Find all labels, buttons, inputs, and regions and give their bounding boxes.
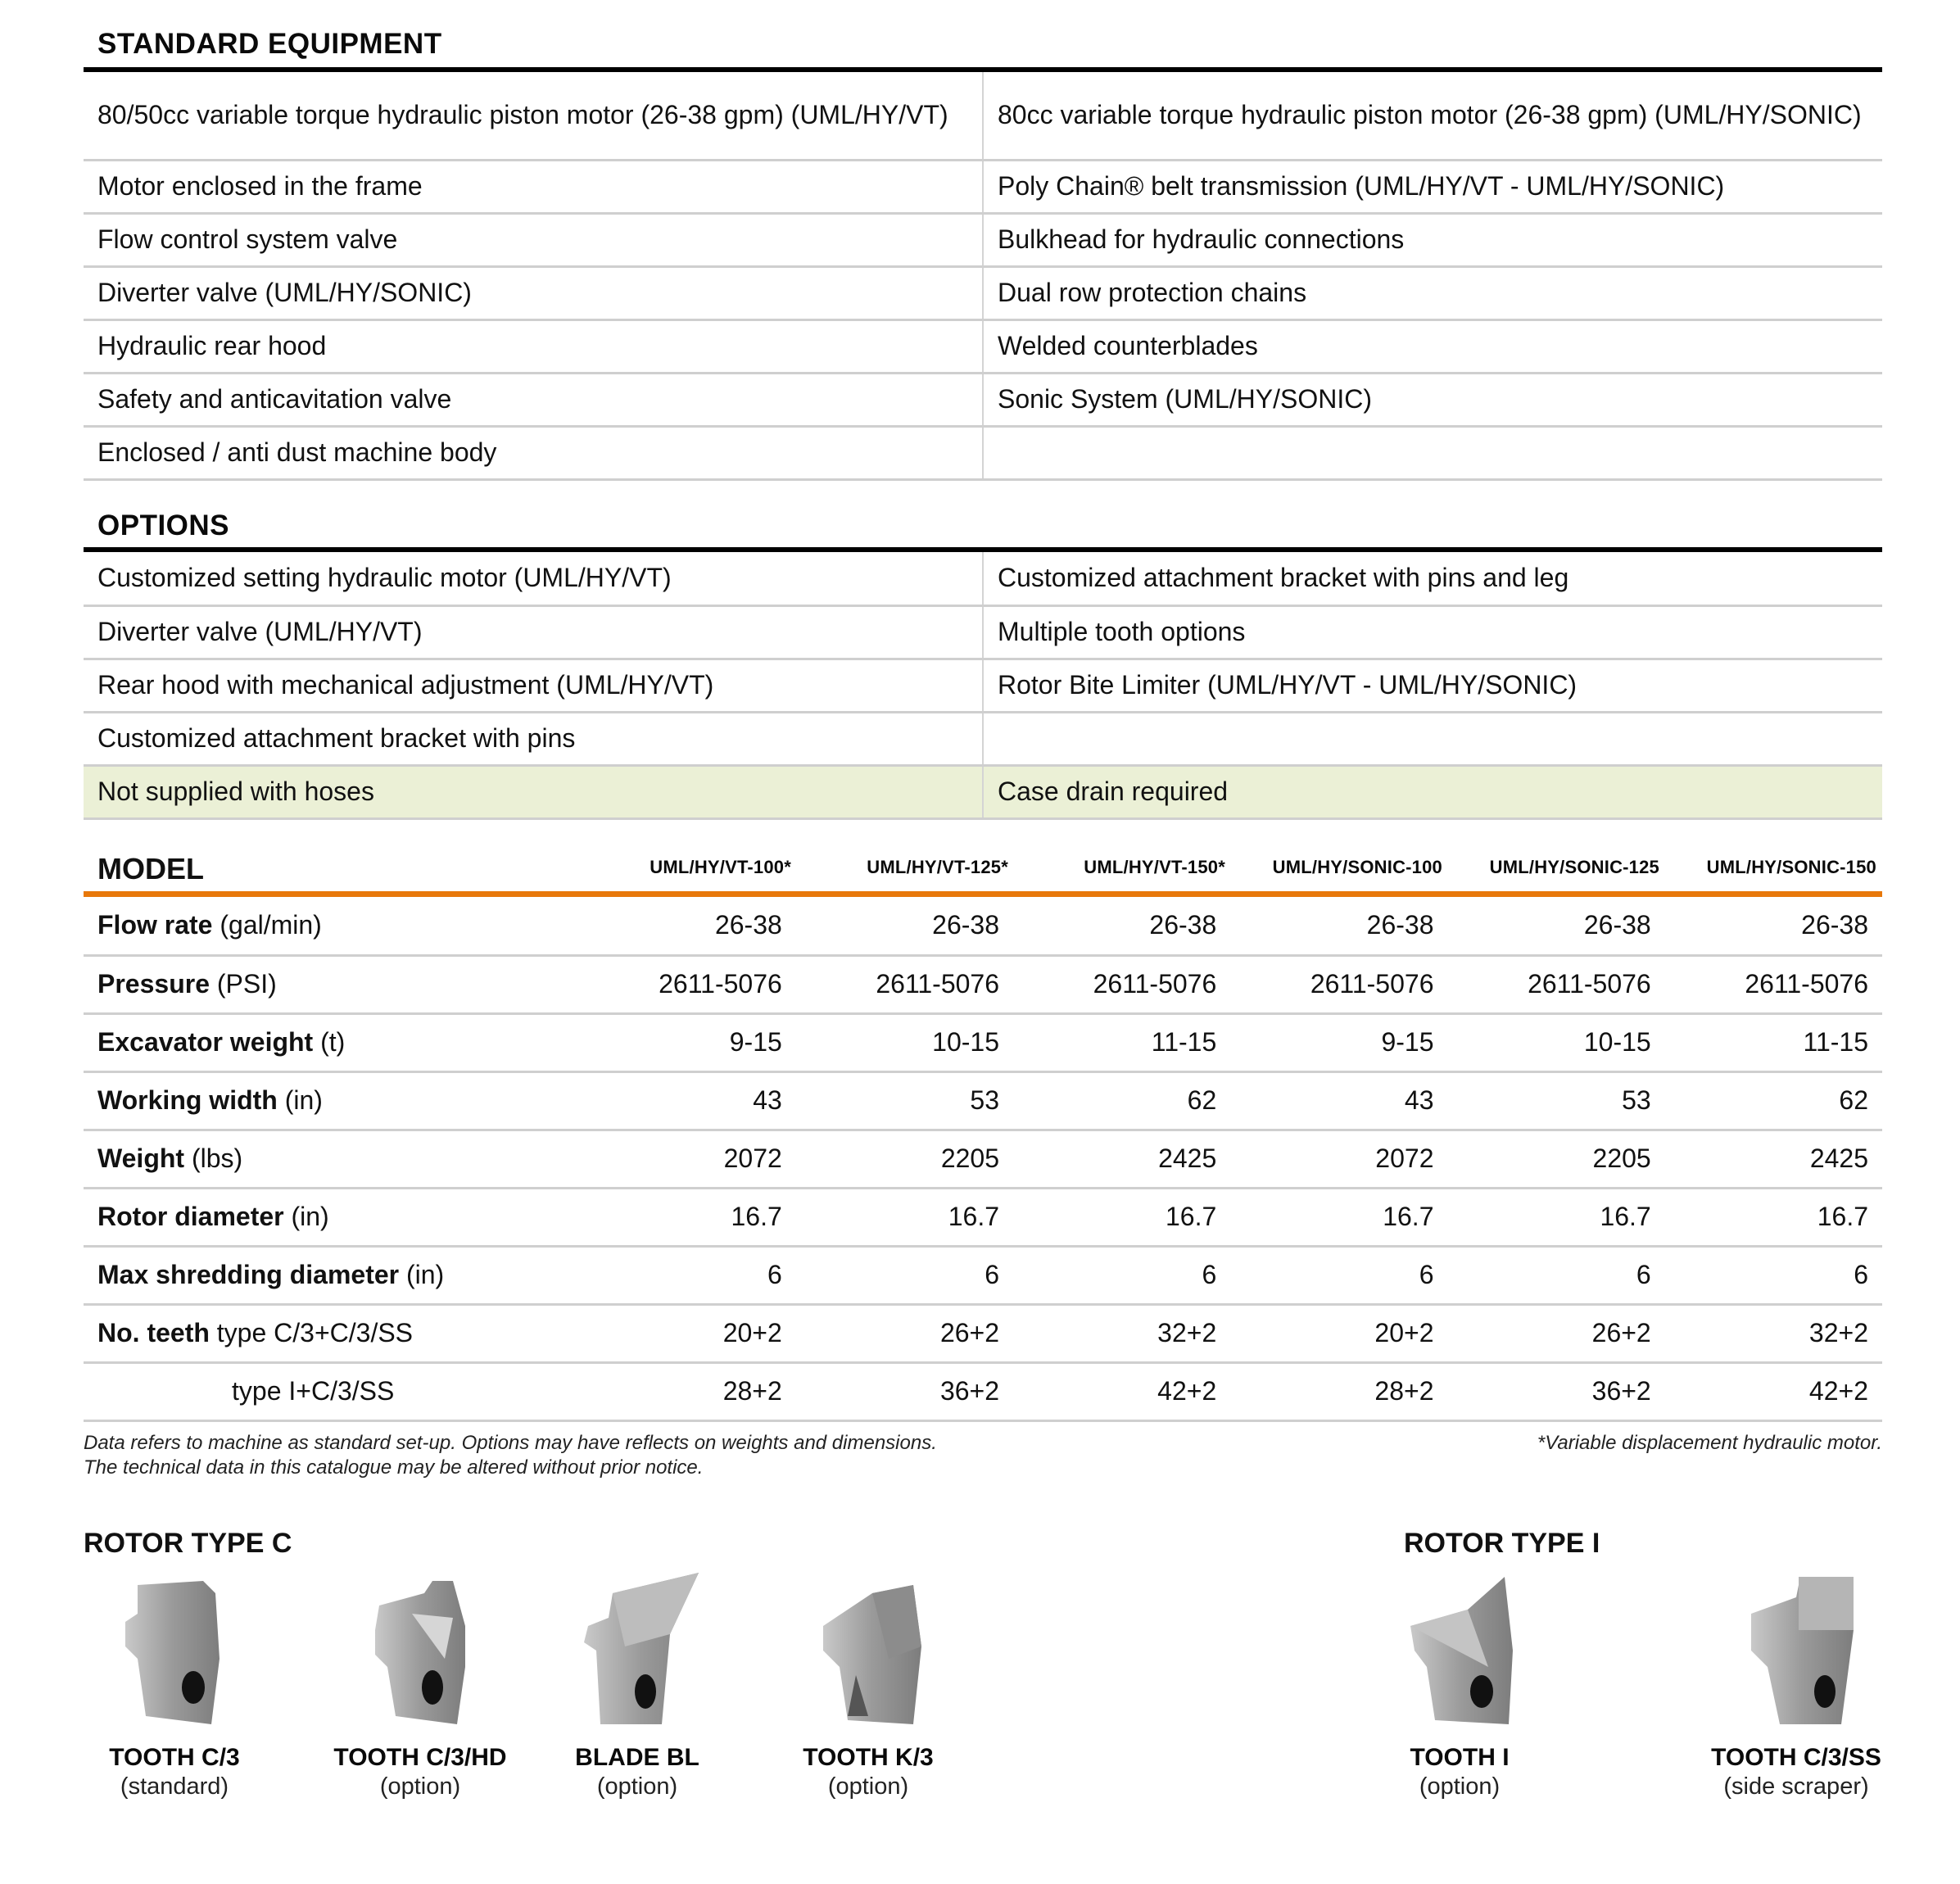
spec-value: 36+2 <box>1447 1362 1664 1420</box>
table-cell: Rear hood with mechanical adjustment (UML/HY/VT) <box>84 659 983 712</box>
tooth-i-icon <box>1390 1569 1529 1732</box>
tooth-note: (option) <box>1419 1773 1501 1800</box>
model-title: MODEL <box>97 852 204 885</box>
spec-value: 43 <box>1230 1071 1447 1130</box>
spec-value: 36+2 <box>796 1362 1013 1420</box>
spec-value: 6 <box>1013 1246 1230 1304</box>
spec-value: 26-38 <box>1013 897 1230 955</box>
spec-value: 2611-5076 <box>579 955 796 1013</box>
spec-label-unit: (PSI) <box>216 969 277 999</box>
tooth-name: TOOTH C/3/SS <box>1711 1744 1881 1771</box>
table-row <box>84 160 1882 213</box>
spec-row <box>84 897 1882 955</box>
spec-value: 2072 <box>579 1130 796 1188</box>
spec-value: 11-15 <box>1013 1013 1230 1071</box>
table-cell: Customized attachment bracket with pins <box>84 712 983 765</box>
spec-value: 2611-5076 <box>1013 955 1230 1013</box>
model-header: UML/HY/SONIC-125 <box>1489 857 1659 877</box>
spec-value: 26-38 <box>1665 897 1882 955</box>
spec-label-name: Excavator weight <box>97 1027 314 1057</box>
table-cell: Flow control system valve <box>84 213 983 266</box>
spec-value: 2425 <box>1013 1130 1230 1188</box>
spec-value: 26+2 <box>796 1304 1013 1362</box>
spec-value: 2072 <box>1230 1130 1447 1188</box>
spec-value: 42+2 <box>1013 1362 1230 1420</box>
table-row <box>84 712 1882 765</box>
spec-value: 20+2 <box>1230 1304 1447 1362</box>
spec-row <box>84 1362 1882 1420</box>
spec-value: 26-38 <box>579 897 796 955</box>
table-cell: Sonic System (UML/HY/SONIC) <box>983 373 1882 426</box>
standard-equipment-table <box>84 72 1882 481</box>
spec-label-name: Max shredding diameter <box>97 1260 400 1289</box>
model-header: UML/HY/SONIC-150 <box>1706 857 1876 877</box>
tooth-c3-hd-icon <box>351 1569 490 1732</box>
spec-value: 42+2 <box>1665 1362 1882 1420</box>
spec-row <box>84 1071 1882 1130</box>
spec-value: 32+2 <box>1013 1304 1230 1362</box>
table-row <box>84 213 1882 266</box>
table-cell: Rotor Bite Limiter (UML/HY/VT - UML/HY/SONIC) <box>983 659 1882 712</box>
model-header: UML/HY/VT-100* <box>650 857 791 877</box>
spec-row <box>84 1013 1882 1071</box>
spec-label <box>84 1013 579 1071</box>
spec-value: 6 <box>796 1246 1013 1304</box>
spec-value: 11-15 <box>1665 1013 1882 1071</box>
spec-label-unit: (in) <box>405 1260 445 1289</box>
table-cell: Poly Chain® belt transmission (UML/HY/VT - UML/HY/SONIC) <box>983 160 1882 213</box>
spec-label-unit: (t) <box>320 1027 346 1057</box>
spec-value: 6 <box>579 1246 796 1304</box>
spec-value: 53 <box>796 1071 1013 1130</box>
spec-value: 16.7 <box>579 1188 796 1246</box>
tooth-i <box>1353 1569 1566 1800</box>
spec-value: 2611-5076 <box>1665 955 1882 1013</box>
tooth-name: TOOTH K/3 <box>803 1744 934 1771</box>
spec-value: 2205 <box>796 1130 1013 1188</box>
spec-label-unit: type C/3+C/3/SS <box>216 1318 414 1347</box>
rotor-type-c-title: ROTOR TYPE C <box>84 1528 292 1559</box>
spec-label <box>84 1362 579 1420</box>
spec-value: 26-38 <box>1230 897 1447 955</box>
spec-label-name: Working width <box>97 1085 278 1115</box>
spec-label-name: Pressure <box>97 969 210 999</box>
spec-value: 2611-5076 <box>1230 955 1447 1013</box>
spec-value: 16.7 <box>1447 1188 1664 1246</box>
table-cell <box>983 712 1882 765</box>
table-cell: 80/50cc variable torque hydraulic piston motor (26-38 gpm) (UML/HY/VT) <box>84 72 983 160</box>
tooth-c3-hd <box>314 1569 527 1800</box>
spec-value: 26-38 <box>1447 897 1664 955</box>
footnote-variable-motor: *Variable displacement hydraulic motor. <box>1537 1432 1882 1454</box>
tooth-c3-ss <box>1690 1569 1903 1800</box>
table-cell: Dual row protection chains <box>983 266 1882 319</box>
tooth-note: (standard) <box>120 1773 229 1800</box>
spec-label-unit: (in) <box>284 1085 323 1115</box>
tooth-c3 <box>68 1569 281 1800</box>
spec-value: 2425 <box>1665 1130 1882 1188</box>
table-row <box>84 552 1882 605</box>
spec-value: 16.7 <box>1013 1188 1230 1246</box>
spec-row <box>84 1246 1882 1304</box>
notice-hoses: Not supplied with hoses <box>84 765 983 818</box>
spec-value: 2205 <box>1447 1130 1664 1188</box>
table-cell: Diverter valve (UML/HY/VT) <box>84 605 983 659</box>
footnote-line-2: The technical data in this catalogue may be altered without prior notice. <box>84 1456 704 1479</box>
tooth-note: (option) <box>827 1773 909 1800</box>
spec-value: 9-15 <box>1230 1013 1447 1071</box>
tooth-c3-icon <box>105 1569 244 1732</box>
footnote-line-1: Data refers to machine as standard set-up. Options may have reflects on weights and dimensions. <box>84 1432 937 1454</box>
spec-value: 10-15 <box>1447 1013 1664 1071</box>
table-row <box>84 72 1882 160</box>
tooth-k3 <box>762 1569 975 1800</box>
spec-label-name: No. teeth <box>97 1318 210 1347</box>
tooth-name: BLADE BL <box>575 1744 699 1771</box>
spec-value: 20+2 <box>579 1304 796 1362</box>
model-header: UML/HY/VT-125* <box>867 857 1008 877</box>
options-title: OPTIONS <box>97 509 230 541</box>
notice-case-drain: Case drain required <box>983 765 1882 818</box>
spec-row <box>84 1130 1882 1188</box>
model-accent-bar <box>84 891 1882 897</box>
tooth-name: TOOTH C/3 <box>109 1744 240 1771</box>
tooth-c3-ss-icon <box>1727 1569 1866 1732</box>
spec-label-unit: (lbs) <box>191 1144 243 1173</box>
spec-value: 16.7 <box>1665 1188 1882 1246</box>
spec-label <box>84 1071 579 1130</box>
spec-value: 43 <box>579 1071 796 1130</box>
table-cell: Enclosed / anti dust machine body <box>84 426 983 479</box>
spec-label-name: Weight <box>97 1144 185 1173</box>
spec-value: 16.7 <box>796 1188 1013 1246</box>
spec-table <box>84 897 1882 1422</box>
spec-label <box>84 955 579 1013</box>
table-cell: Bulkhead for hydraulic connections <box>983 213 1882 266</box>
spec-label-name: Rotor diameter <box>97 1202 284 1231</box>
spec-label <box>84 1188 579 1246</box>
model-header: UML/HY/VT-150* <box>1084 857 1225 877</box>
spec-value: 26+2 <box>1447 1304 1664 1362</box>
spec-label <box>84 1246 579 1304</box>
spec-row <box>84 1304 1882 1362</box>
spec-label-unit: (in) <box>291 1202 329 1231</box>
table-row <box>84 266 1882 319</box>
table-cell: Diverter valve (UML/HY/SONIC) <box>84 266 983 319</box>
spec-value: 2611-5076 <box>1447 955 1664 1013</box>
tooth-note: (option) <box>596 1773 678 1800</box>
spec-label-unit: type I+C/3/SS <box>232 1376 395 1406</box>
spec-value: 26-38 <box>796 897 1013 955</box>
spec-value: 10-15 <box>796 1013 1013 1071</box>
tooth-name: TOOTH I <box>1410 1744 1510 1771</box>
rotor-type-i-title: ROTOR TYPE I <box>1404 1528 1600 1559</box>
spec-value: 2611-5076 <box>796 955 1013 1013</box>
table-cell: Customized attachment bracket with pins and leg <box>983 552 1882 605</box>
table-row <box>84 605 1882 659</box>
table-cell: Customized setting hydraulic motor (UML/HY/VT) <box>84 552 983 605</box>
spec-label-name: Flow rate <box>97 910 213 940</box>
blade-bl <box>531 1569 744 1800</box>
spec-value: 9-15 <box>579 1013 796 1071</box>
spec-label-unit: (gal/min) <box>220 910 322 940</box>
tooth-name: TOOTH C/3/HD <box>333 1744 507 1771</box>
table-cell: Hydraulic rear hood <box>84 319 983 373</box>
spec-value: 62 <box>1665 1071 1882 1130</box>
spec-label <box>84 1304 579 1362</box>
standard-equipment-title: STANDARD EQUIPMENT <box>97 28 442 60</box>
table-cell: Multiple tooth options <box>983 605 1882 659</box>
table-cell: Motor enclosed in the frame <box>84 160 983 213</box>
spec-value: 6 <box>1447 1246 1664 1304</box>
table-row <box>84 373 1882 426</box>
spec-value: 16.7 <box>1230 1188 1447 1246</box>
options-table <box>84 552 1882 820</box>
table-row <box>84 659 1882 712</box>
blade-bl-icon <box>564 1569 711 1732</box>
spec-row <box>84 955 1882 1013</box>
tooth-note: (side scraper) <box>1723 1773 1869 1800</box>
spec-value: 62 <box>1013 1071 1230 1130</box>
table-row <box>84 426 1882 479</box>
table-cell: Safety and anticavitation valve <box>84 373 983 426</box>
model-header: UML/HY/SONIC-100 <box>1272 857 1442 877</box>
spec-label <box>84 897 579 955</box>
table-cell: Welded counterblades <box>983 319 1882 373</box>
spec-value: 32+2 <box>1665 1304 1882 1362</box>
notice-row <box>84 765 1882 818</box>
table-row <box>84 319 1882 373</box>
spec-value: 6 <box>1665 1246 1882 1304</box>
table-cell: 80cc variable torque hydraulic piston motor (26-38 gpm) (UML/HY/SONIC) <box>983 72 1882 160</box>
spec-value: 53 <box>1447 1071 1664 1130</box>
table-cell <box>983 426 1882 479</box>
spec-value: 28+2 <box>579 1362 796 1420</box>
spec-label <box>84 1130 579 1188</box>
spec-value: 28+2 <box>1230 1362 1447 1420</box>
spec-row <box>84 1188 1882 1246</box>
spec-value: 6 <box>1230 1246 1447 1304</box>
tooth-k3-icon <box>799 1569 938 1732</box>
tooth-note: (option) <box>379 1773 461 1800</box>
